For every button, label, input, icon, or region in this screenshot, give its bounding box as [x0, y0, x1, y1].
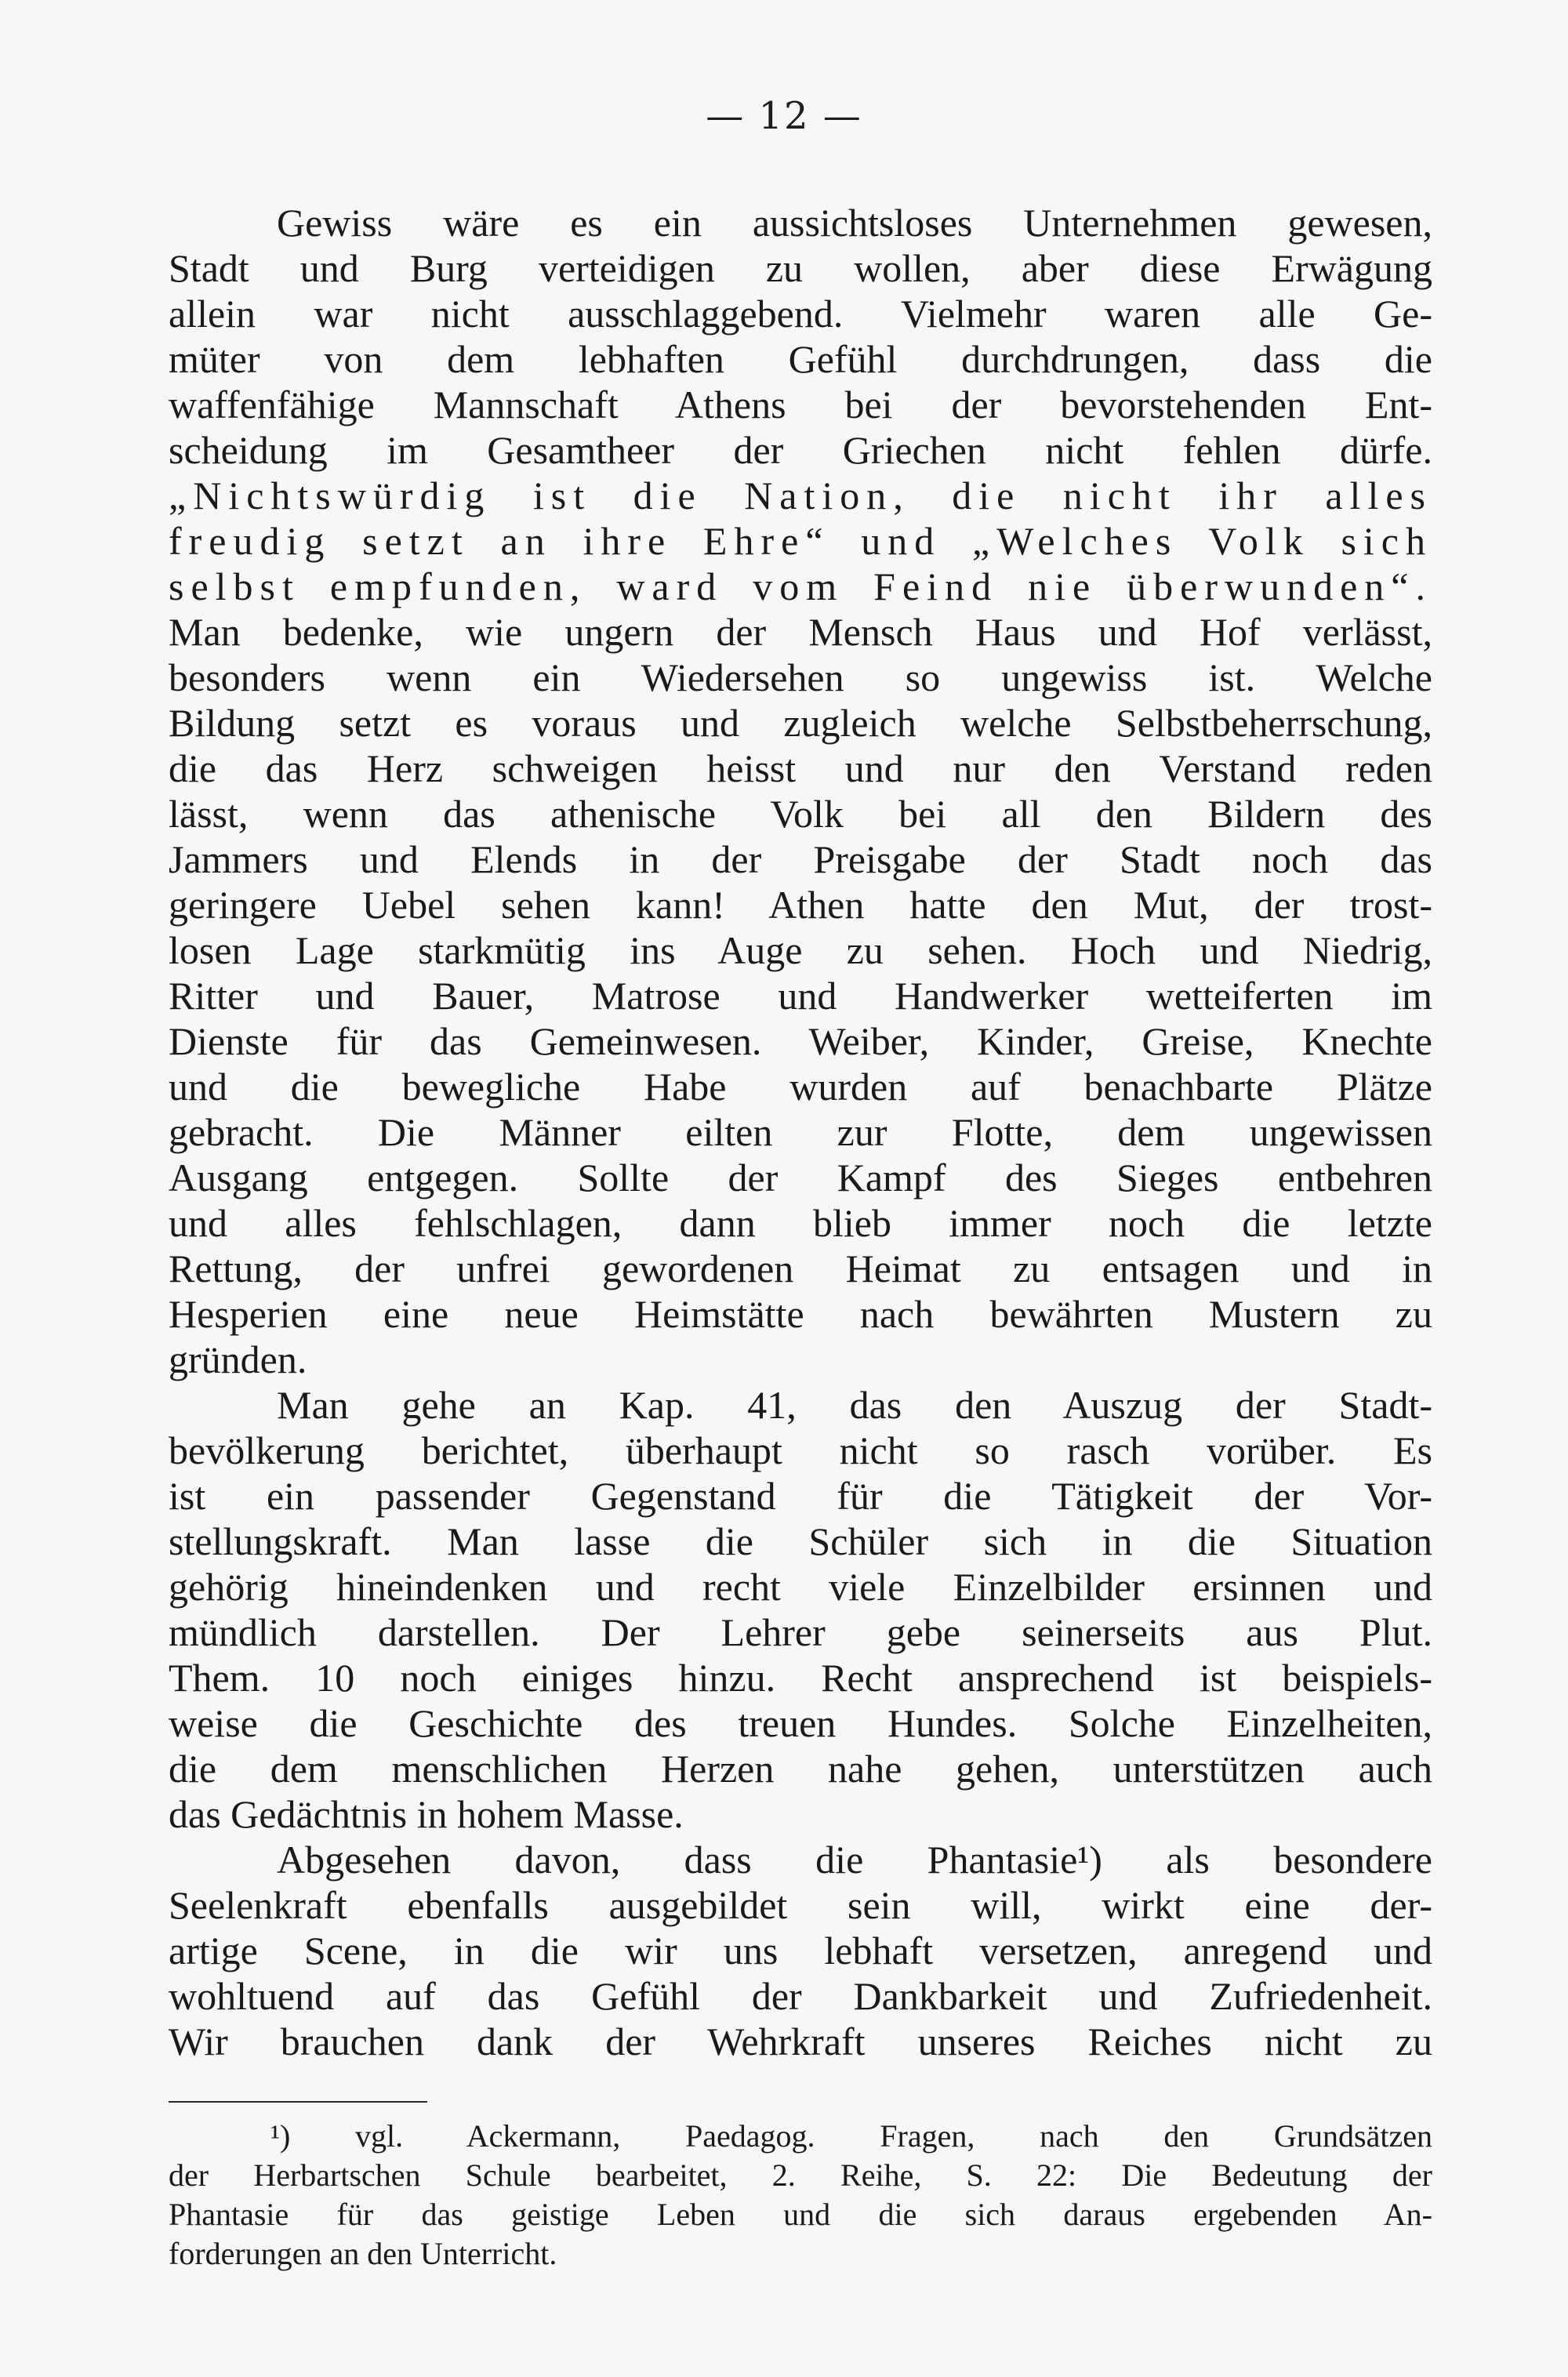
text-line: gehörig hineindenken und recht viele Einzelbilder ersinnen und: [169, 1565, 1432, 1609]
text-line: Dienste für das Gemeinwesen. Weiber, Kinder, Greise, Knechte: [169, 1019, 1432, 1063]
text-line: ist ein passender Gegenstand für die Tätigkeit der Vor-: [169, 1474, 1432, 1518]
text-line: Man bedenke, wie ungern der Mensch Haus und Hof verlässt,: [169, 610, 1432, 654]
text-line: Abgesehen davon, dass die Phantasie¹) als besondere: [277, 1838, 1432, 1882]
text-line: scheidung im Gesamtheer der Griechen nicht fehlen dürfe.: [169, 428, 1432, 472]
text-line: Jammers und Elends in der Preisgabe der Stadt noch das: [169, 837, 1432, 881]
text-line: wohltuend auf das Gefühl der Dankbarkeit und Zufriedenheit.: [169, 1974, 1432, 2018]
footnote-divider: [169, 2101, 427, 2103]
text-line: weise die Geschichte des treuen Hundes. Solche Einzelheiten,: [169, 1701, 1432, 1745]
text-line: „Nichtswürdig ist die Nation, die nicht ihr alles: [169, 474, 1432, 517]
footnote-line: ¹) vgl. Ackermann, Paedagog. Fragen, nach den Grundsätzen: [270, 2118, 1432, 2154]
text-line: losen Lage starkmütig ins Auge zu sehen. Hoch und Niedrig,: [169, 928, 1432, 972]
text-line: Seelenkraft ebenfalls ausgebildet sein will, wirkt eine der-: [169, 1883, 1432, 1927]
text-line: mündlich darstellen. Der Lehrer gebe seinerseits aus Plut.: [169, 1610, 1432, 1654]
text-line: Ritter und Bauer, Matrose und Handwerker wetteiferten im: [169, 974, 1432, 1018]
text-line: Man gehe an Kap. 41, das den Auszug der Stadt-: [277, 1383, 1432, 1427]
text-line: allein war nicht ausschlaggebend. Vielmehr waren alle Ge-: [169, 292, 1432, 336]
footnote: [169, 2117, 1432, 2274]
text-line: geringere Uebel sehen kann! Athen hatte den Mut, der trost-: [169, 883, 1432, 927]
text-line: die das Herz schweigen heisst und nur den Verstand reden: [169, 746, 1432, 790]
text-line: Wir brauchen dank der Wehrkraft unseres Reiches nicht zu: [169, 2020, 1432, 2063]
text-line: waffenfähige Mannschaft Athens bei der bevorstehenden Ent-: [169, 383, 1432, 426]
footnote-line: der Herbartschen Schule bearbeitet, 2. Reihe, S. 22: Die Bedeutung der: [169, 2157, 1432, 2193]
text-line: stellungskraft. Man lasse die Schüler sich in die Situation: [169, 1519, 1432, 1563]
text-line: besonders wenn ein Wiedersehen so ungewiss ist. Welche: [169, 655, 1432, 699]
footnote-line: forderungen an den Unterricht.: [169, 2236, 557, 2271]
text-line: Gewiss wäre es ein aussichtsloses Unternehmen gewesen,: [277, 201, 1432, 245]
text-line: Stadt und Burg verteidigen zu wollen, aber diese Erwägung: [169, 246, 1432, 290]
text-line: Them. 10 noch einiges hinzu. Recht ansprechend ist beispiels-: [169, 1656, 1432, 1700]
text-line: müter von dem lebhaften Gefühl durchdrungen, dass die: [169, 337, 1432, 381]
text-line: Rettung, der unfrei gewordenen Heimat zu entsagen und in: [169, 1247, 1432, 1290]
text-line: bevölkerung berichtet, überhaupt nicht so rasch vorüber. Es: [169, 1428, 1432, 1472]
text-line: und alles fehlschlagen, dann blieb immer noch die letzte: [169, 1201, 1432, 1245]
text-line: selbst empfunden, ward vom Feind nie überwunden“.: [169, 564, 1432, 608]
text-line: lässt, wenn das athenische Volk bei all den Bildern des: [169, 792, 1432, 836]
text-line: Ausgang entgegen. Sollte der Kampf des Sieges entbehren: [169, 1156, 1432, 1199]
footnote-line: Phantasie für das geistige Leben und die sich daraus ergebenden An-: [169, 2197, 1432, 2232]
text-line: artige Scene, in die wir uns lebhaft versetzen, anregend und: [169, 1929, 1432, 1972]
text-line: gebracht. Die Männer eilten zur Flotte, dem ungewissen: [169, 1110, 1432, 1154]
text-line: und die bewegliche Habe wurden auf benachbarte Plätze: [169, 1065, 1432, 1109]
text-line: das Gedächtnis in hohem Masse.: [169, 1792, 684, 1836]
text-line: Hesperien eine neue Heimstätte nach bewährten Mustern zu: [169, 1292, 1432, 1336]
text-line: gründen.: [169, 1337, 307, 1381]
body-text: [169, 200, 1432, 2064]
page-number: — 12 —: [706, 94, 862, 138]
text-line: Bildung setzt es voraus und zugleich welche Selbstbeherrschung,: [169, 701, 1432, 745]
text-line: die dem menschlichen Herzen nahe gehen, unterstützen auch: [169, 1747, 1432, 1791]
text-line: freudig setzt an ihre Ehre“ und „Welches Volk sich: [169, 519, 1432, 563]
